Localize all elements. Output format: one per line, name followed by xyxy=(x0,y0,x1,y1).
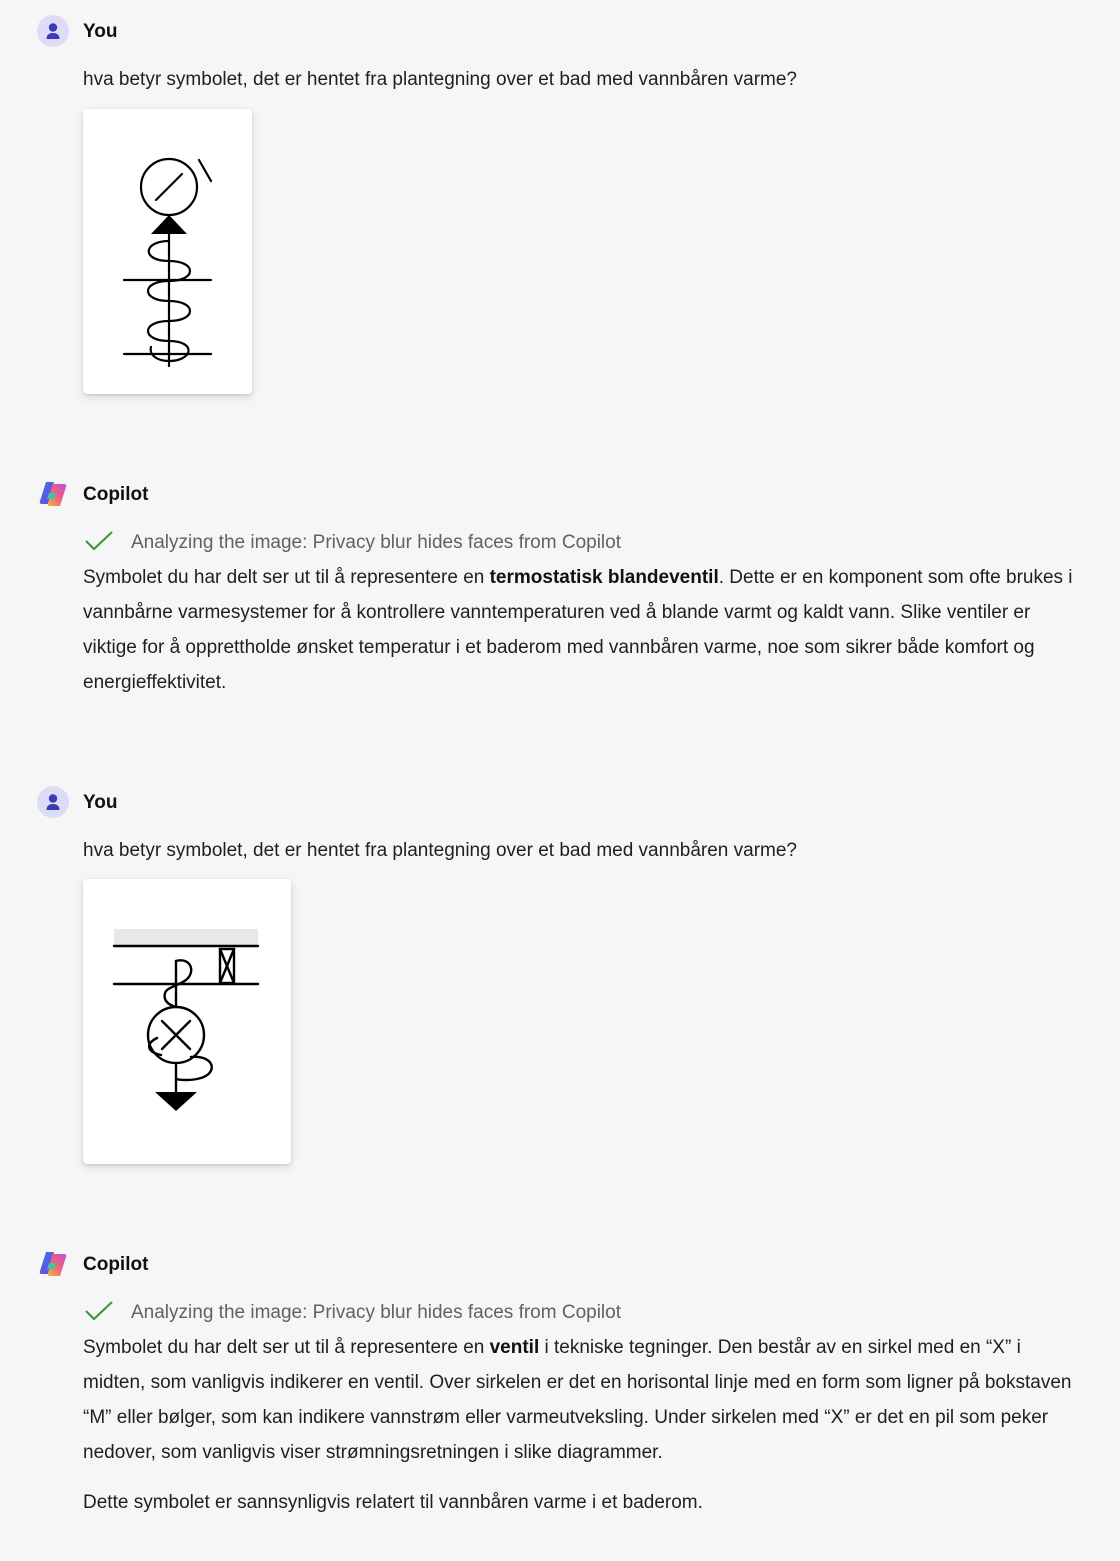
image-attachment[interactable] xyxy=(83,109,252,394)
copilot-avatar xyxy=(37,1248,69,1280)
answer-paragraph xyxy=(83,1330,1088,1470)
valve-x-symbol-icon xyxy=(83,879,291,1164)
status-text: Analyzing the image: Privacy blur hides faces from Copilot xyxy=(131,1302,622,1323)
message-user-1 xyxy=(0,0,1120,420)
user-message-text: hva betyr symbolet, det er hentet fra plantegning over et bad med vannbåren varme? xyxy=(83,840,797,861)
thermostatic-valve-symbol-icon xyxy=(83,109,252,394)
person-icon xyxy=(37,786,69,818)
author-name: You xyxy=(83,21,118,42)
person-icon xyxy=(37,15,69,47)
checkmark-icon xyxy=(83,1299,115,1323)
user-avatar xyxy=(37,786,69,818)
author-name: You xyxy=(83,792,118,813)
answer-bold-term: ventil xyxy=(489,1337,540,1358)
copilot-logo-icon xyxy=(37,1248,69,1280)
answer-text: Symbolet du har delt ser ut til å representere en xyxy=(83,1337,490,1358)
image-attachment[interactable] xyxy=(83,879,291,1164)
answer-paragraph: Dette symbolet er sannsynligvis relatert til vannbåren varme i et baderom. xyxy=(83,1492,703,1513)
user-message-text: hva betyr symbolet, det er hentet fra plantegning over et bad med vannbåren varme? xyxy=(83,69,797,90)
copilot-answer xyxy=(83,560,1088,700)
author-name: Copilot xyxy=(83,484,149,505)
answer-text: i tekniske tegninger. Den består av en sirkel med en “X” i midten, som vanligvis indikerer en ventil. Over sirkelen er det en horisontal linje med en form som ligner på bokstaven “M” eller bølger, som kan indikere vannstrøm eller varmeutveksling. Under sirkelen med “X” er det en pil som peker nedover, som vanligvis viser strømningsretningen i slike diagrammer. xyxy=(83,1337,1072,1463)
analysis-status xyxy=(83,531,783,555)
answer-text: Symbolet du har delt ser ut til å representere en xyxy=(83,567,490,588)
answer-text: . Dette er en komponent som ofte brukes i vannbårne varmesystemer for å kontrollere vanntemperaturen ved å blande varmt og kaldt vann. Slike ventiler er viktige for å opprettholde ønsket temperatur i et baderom med vannbåren varme, noe som sikrer både komfort og energieffektivitet. xyxy=(83,567,1073,693)
message-copilot-1 xyxy=(0,470,1120,730)
analysis-status xyxy=(83,1301,783,1325)
answer-bold-term: termostatisk blandeventil xyxy=(489,567,719,588)
status-text: Analyzing the image: Privacy blur hides faces from Copilot xyxy=(131,532,622,553)
author-name: Copilot xyxy=(83,1254,149,1275)
checkmark-icon xyxy=(83,529,115,553)
message-copilot-2 xyxy=(0,1240,1120,1561)
answer-paragraph xyxy=(83,560,1088,700)
copilot-answer xyxy=(83,1330,1088,1520)
copilot-avatar xyxy=(37,478,69,510)
user-avatar xyxy=(37,15,69,47)
copilot-logo-icon xyxy=(37,478,69,510)
message-user-2 xyxy=(0,771,1120,1191)
